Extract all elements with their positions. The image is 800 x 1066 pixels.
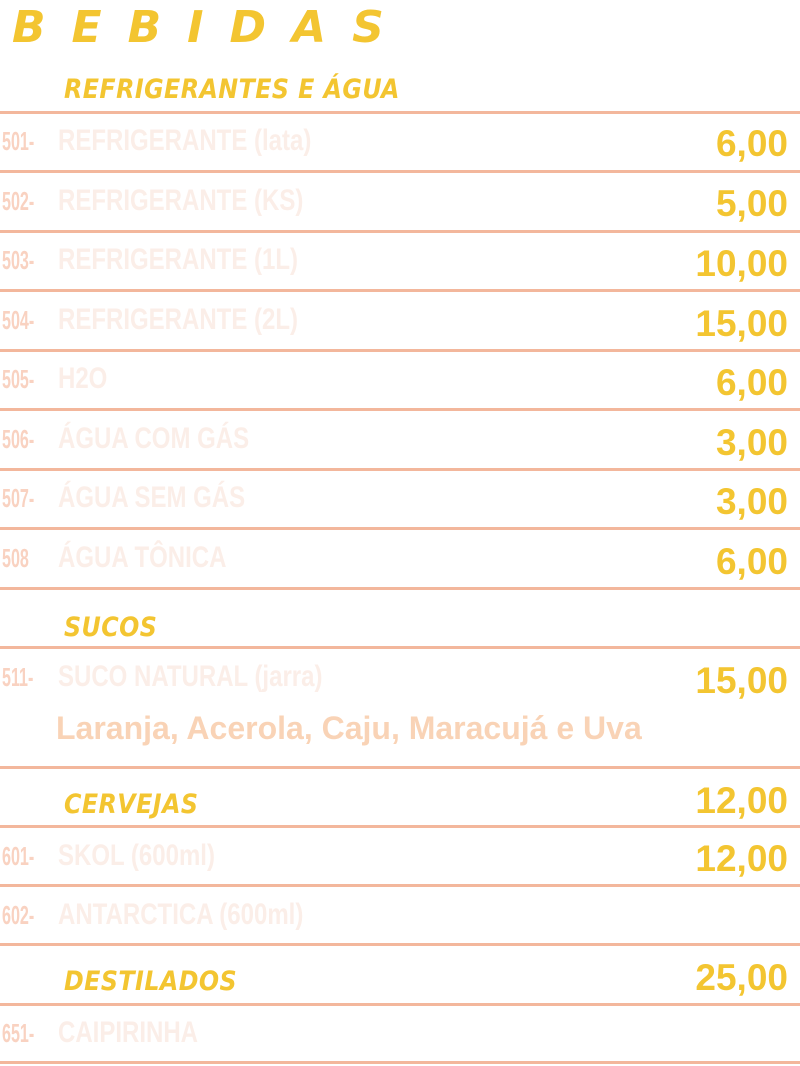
- item-code: 506-: [2, 424, 35, 454]
- item-price: 3,00: [715, 422, 788, 463]
- item-name: ÁGUA SEM GÁS: [58, 481, 246, 514]
- divider: [0, 289, 800, 292]
- juice-flavors: Laranja, Acerola, Caju, Maracujá e Uva: [56, 710, 642, 746]
- item-price: 5,00: [715, 183, 788, 224]
- item-code: 507-: [2, 483, 35, 513]
- section-heading-cervejas: CERVEJAS: [64, 789, 199, 820]
- item-price: 15,00: [695, 303, 788, 344]
- item-name: ANTARCTICA (600ml): [58, 898, 304, 931]
- divider: [0, 1061, 800, 1064]
- item-code: 505-: [2, 364, 35, 394]
- divider: [0, 1003, 800, 1006]
- divider: [0, 111, 800, 114]
- item-name: REFRIGERANTE (2L): [58, 303, 298, 336]
- section-heading-refrigerantes: REFRIGERANTES E ÁGUA: [64, 74, 400, 105]
- divider: [0, 646, 800, 649]
- divider: [0, 527, 800, 530]
- item-name: SUCO NATURAL (jarra): [58, 660, 323, 693]
- item-code: 602-: [2, 900, 35, 930]
- divider: [0, 170, 800, 173]
- item-price: 15,00: [695, 660, 788, 701]
- item-code: 651-: [2, 1018, 35, 1048]
- divider: [0, 943, 800, 946]
- item-name: REFRIGERANTE (KS): [58, 184, 304, 217]
- item-code: 504-: [2, 305, 35, 335]
- divider: [0, 587, 800, 590]
- item-name: H2O: [58, 362, 108, 395]
- item-price: 6,00: [715, 362, 788, 403]
- item-price: 10,00: [695, 243, 788, 284]
- divider: [0, 408, 800, 411]
- menu-title: BEBIDAS: [12, 2, 410, 53]
- item-name: REFRIGERANTE (1L): [58, 243, 298, 276]
- item-price: 25,00: [695, 957, 788, 998]
- item-price: 12,00: [695, 838, 788, 879]
- item-name: SKOL (600ml): [58, 839, 215, 872]
- divider: [0, 349, 800, 352]
- item-code: 503-: [2, 245, 35, 275]
- divider: [0, 825, 800, 828]
- item-price: 3,00: [715, 481, 788, 522]
- divider: [0, 766, 800, 769]
- item-code: 502-: [2, 186, 35, 216]
- section-heading-sucos: SUCOS: [64, 612, 158, 643]
- item-name: CAIPIRINHA: [58, 1016, 199, 1049]
- item-price: 6,00: [715, 123, 788, 164]
- item-name: ÁGUA TÔNICA: [58, 541, 227, 574]
- item-name: ÁGUA COM GÁS: [58, 422, 250, 455]
- section-heading-destilados: DESTILADOS: [64, 966, 238, 997]
- divider: [0, 468, 800, 471]
- item-code: 501-: [2, 126, 35, 156]
- item-price: 6,00: [715, 541, 788, 582]
- item-code: 511-: [2, 662, 34, 692]
- divider: [0, 230, 800, 233]
- item-name: REFRIGERANTE (lata): [58, 124, 312, 157]
- item-code: 601-: [2, 841, 35, 871]
- divider: [0, 884, 800, 887]
- item-price: 12,00: [695, 780, 788, 821]
- item-code: 508: [2, 543, 29, 573]
